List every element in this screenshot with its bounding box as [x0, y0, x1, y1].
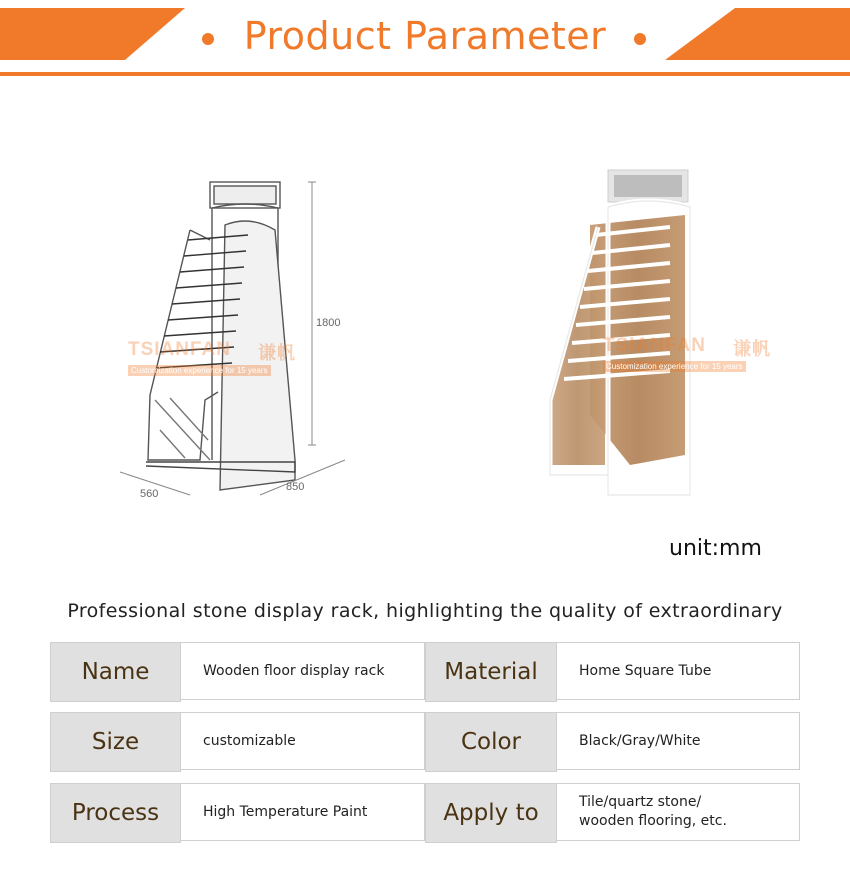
watermark-brand-right: TSIANFAN	[603, 335, 706, 356]
spec-row	[50, 642, 800, 702]
spec-row	[50, 783, 800, 843]
header-banner	[0, 0, 850, 78]
width-dimension: 850	[286, 481, 305, 493]
rack-line-drawing	[110, 160, 360, 510]
spec-label: Size	[50, 712, 181, 772]
watermark-slogan-right: Customization experience for 15 years	[603, 361, 746, 372]
watermark-brand-left: TSIANFAN	[128, 339, 231, 360]
spec-row	[50, 712, 800, 772]
spec-label: Color	[425, 712, 557, 772]
spec-value: Home Square Tube	[556, 642, 800, 700]
spec-value: Tile/quartz stone/ wooden flooring, etc.	[556, 783, 800, 841]
watermark-brand-cn-left: 谦帆	[258, 343, 296, 363]
spec-value: customizable	[180, 712, 425, 770]
watermark-slogan-left: Customization experience for 15 years	[128, 365, 271, 376]
spec-value: Black/Gray/White	[556, 712, 800, 770]
page-title: Product Parameter	[243, 14, 607, 58]
spec-value: Wooden floor display rack	[180, 642, 425, 700]
height-dimension: 1800	[316, 317, 341, 329]
tagline: Professional stone display rack, highlighting the quality of extraordinary	[67, 600, 783, 622]
depth-dimension: 560	[140, 488, 159, 500]
unit-label: unit:mm	[669, 536, 762, 561]
spec-label: Process	[50, 783, 181, 843]
watermark-brand-cn-right: 谦帆	[733, 339, 771, 359]
spec-label: Apply to	[425, 783, 557, 843]
spec-label: Material	[425, 642, 557, 702]
spec-value: High Temperature Paint	[180, 783, 425, 841]
spec-label: Name	[50, 642, 181, 702]
